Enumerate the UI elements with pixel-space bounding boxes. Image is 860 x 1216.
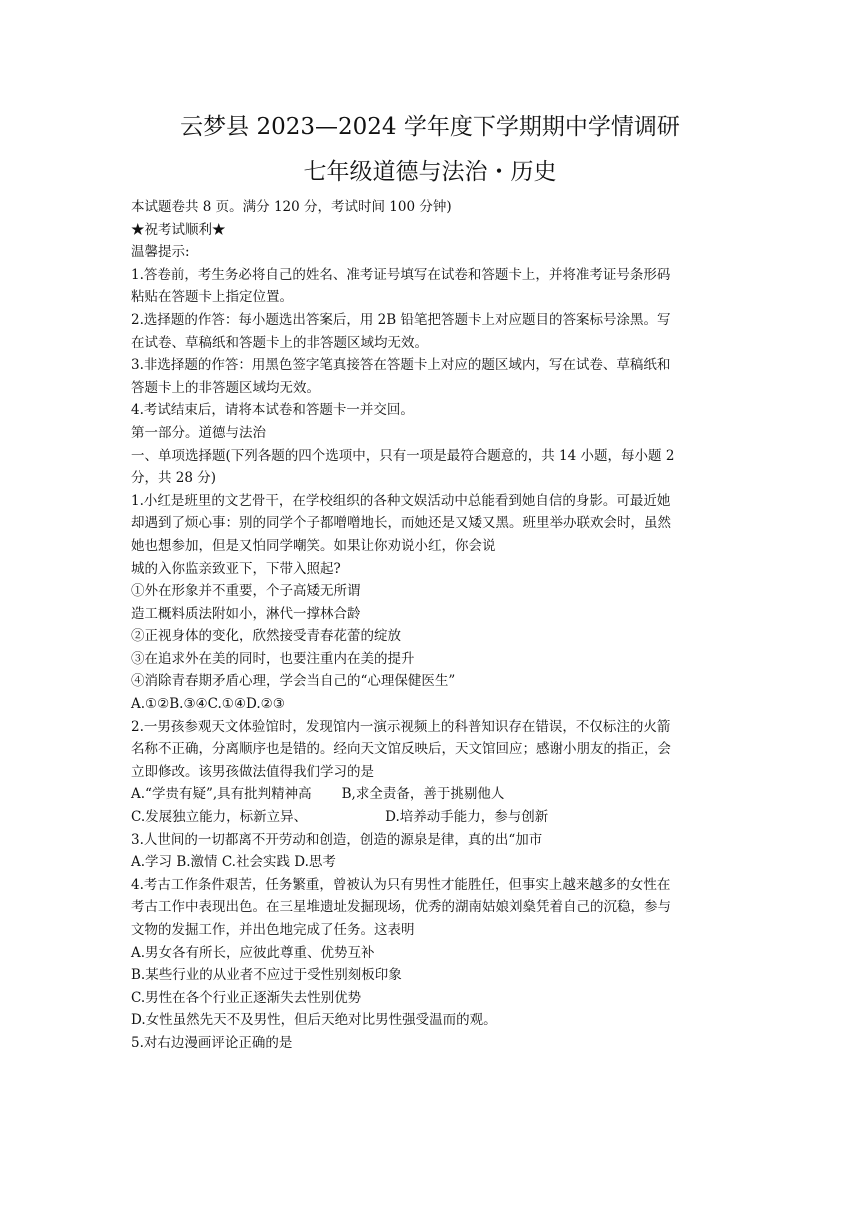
question-2-options-row <box>131 783 731 806</box>
notice-line: 2.选择题的作答：每小题选出答案后，用 2B 铅笔把答题卡上对应题目的答案标号涂黑。写 <box>131 311 671 328</box>
question-5-line: 5.对右边漫画评论正确的是 <box>131 1034 293 1051</box>
question-1-line: ③在追求外在美的同时，也要注重内在美的提升 <box>131 650 415 667</box>
question-3-line: 3.人世间的一切都离不开劳动和创造，创造的源泉是律，真的出“加市 <box>131 831 543 848</box>
notice-line: 3.非选择题的作答：用黑色签字笔真接答在答题卡上对应的题区域内，写在试卷、草稿纸和 <box>131 357 671 374</box>
question-2-option-a: A.“学贵有疑”,具有批判精神高 <box>131 786 312 803</box>
intro-line: 本试题卷共 8 页。满分 120 分，考试时间 100 分钟) <box>131 199 452 215</box>
question-2-line: 立即修改。该男孩做法值得我们学习的是 <box>131 763 374 780</box>
question-1-line: ①外在形象并不重要，个子高矮无所谓 <box>131 583 361 600</box>
section-heading: 分，共 28 分) <box>131 470 217 487</box>
intro-line: 温馨提示: <box>131 244 190 261</box>
notice-line: 1.答卷前，考生务必将自己的姓名、准考证号填写在试卷和答题卡上，并将准考证号条形码 <box>131 266 671 283</box>
question-2-line: 名称不正确，分离顺序也是错的。经向天文馆反映后，天文馆回应；感谢小朋友的指正，会 <box>131 741 671 758</box>
question-4-option: B.某些行业的从业者不应过于受性别刻板印象 <box>131 967 402 984</box>
question-4-option: A.男女各有所长，应彼此尊重、优势互补 <box>131 944 375 961</box>
question-2-option-d: D.培养动手能力，参与创新 <box>385 809 549 826</box>
question-1-line: 造工概料质法附如小，淋代一撑林合龄 <box>131 605 361 622</box>
question-4-line: 文物的发掘工作，并出色地完成了任务。这表明 <box>131 922 415 938</box>
question-4-line: 4.考古工作条件艰苦，任务繁重，曾被认为只有男性才能胜任，但事实上越来越多的女性在 <box>131 876 671 893</box>
notice-line: 答题卡上的非答题区域均无效。 <box>131 379 320 396</box>
question-1-line: 却遇到了烦心事：别的同学个子都噌噌地长，而她还是又矮又黑。班里举办联欢会时，虽然 <box>131 515 671 532</box>
question-4-option: C.男性在各个行业正逐渐失去性别优势 <box>131 989 362 1006</box>
question-2-option-b: B,求全责备，善于挑剔他人 <box>341 786 505 803</box>
notice-line: 粘贴在答题卡上指定位置。 <box>131 289 293 306</box>
question-2-option-c: C.发展独立能力，标新立异、 <box>131 809 308 826</box>
question-1-line: ④消除青春期矛盾心理，学会当自己的“心理保健医生” <box>131 673 456 690</box>
question-4-line: 考古工作中表现出色。在三星堆遗址发掘现场，优秀的湖南姑娘刘燊凭着自己的沉稳，参与 <box>131 899 671 916</box>
question-2-line: 2.一男孩参观天文体验馆时，发现馆内一演示视频上的科普知识存在错误，不仅标注的火箭 <box>131 718 671 735</box>
question-2-options-row <box>131 806 731 829</box>
question-3-options: A.学习 B.激情 C.社会实践 D.思考 <box>131 854 336 871</box>
question-1-options: A.①②B.③④C.①④D.②③ <box>131 696 285 713</box>
intro-line: ★祝考试顺利★ <box>131 221 226 238</box>
question-4-option: D.女性虽然先天不及男性，但后天绝对比男性强受温而的观。 <box>131 1012 497 1029</box>
section-heading: 一、单项选择题(下列各题的四个选项中，只有一项是最符合题意的，共 14 小题，每小题 2 <box>131 447 675 464</box>
part-heading: 第一部分。道德与法治 <box>131 424 266 441</box>
exam-content <box>131 196 731 1055</box>
exam-title: 云梦县 2023—2024 学年度下学期期中学情调研 <box>180 114 680 140</box>
notice-line: 在试卷、草稿纸和答题卡上的非答题区域均无效。 <box>131 334 428 351</box>
question-1-line: ②正视身体的变化，欣然接受青春花蕾的绽放 <box>131 628 401 645</box>
question-1-line: 1.小红是班里的文艺骨干，在学校组织的各种文娱活动中总能看到她自信的身影。可最近她 <box>131 492 671 509</box>
question-1-line: 城的入你监亲致亚下，下带入照起? <box>131 560 341 577</box>
question-1-line: 她也想参加，但是又怕同学嘲笑。如果让你劝说小红，你会说 <box>131 537 496 554</box>
notice-line: 4.考试结束后，请将本试卷和答题卡一并交回。 <box>131 402 414 419</box>
exam-subtitle: 七年级道德与法治・历史 <box>303 159 557 185</box>
